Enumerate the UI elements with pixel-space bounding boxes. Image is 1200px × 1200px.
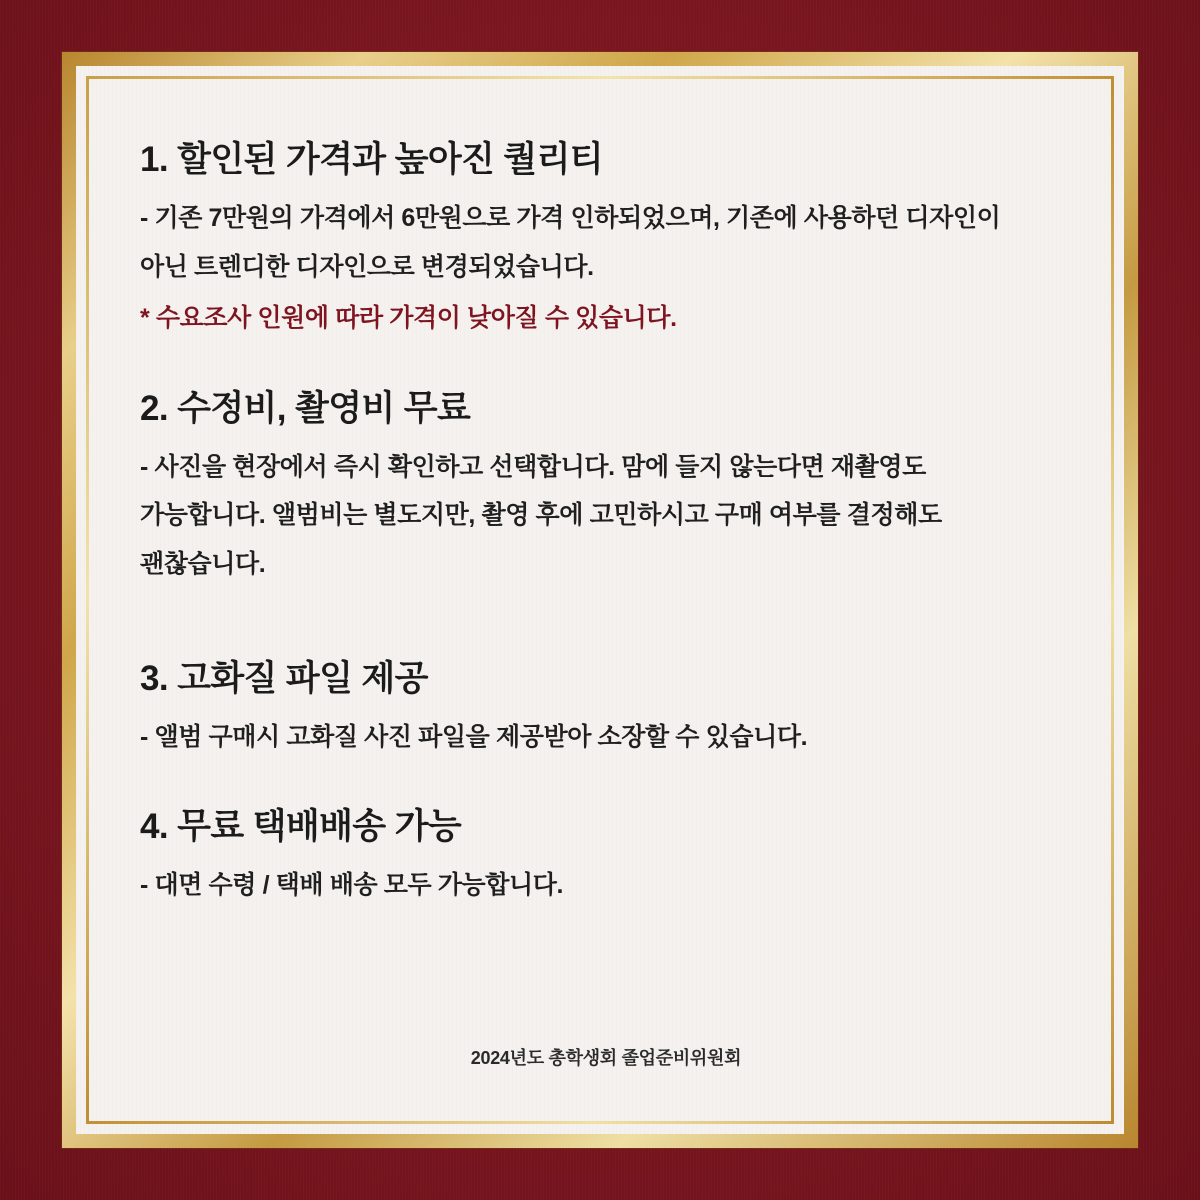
section-3-title: 3. 고화질 파일 제공 xyxy=(140,658,428,698)
poster-footer: 2024년도 총학생회 졸업준비위원회 xyxy=(470,1048,742,1068)
section-2-title: 2. 수정비, 촬영비 무료 xyxy=(140,388,471,428)
section-4 xyxy=(140,805,1072,910)
poster-content xyxy=(140,138,1072,1088)
section-2-line-3: 괜찮습니다. xyxy=(140,550,266,578)
section-2-line-2: 가능합니다. 앨범비는 별도지만, 촬영 후에 고민하시고 구매 여부를 결정해도 xyxy=(140,501,942,530)
section-4-line-1: - 대면 수령 / 택배 배송 모두 가능합니다. xyxy=(140,871,564,899)
section-3-line-1: - 앨범 구매시 고화질 사진 파일을 제공받아 소장할 수 있습니다. xyxy=(140,722,808,751)
section-1-line-2: 아닌 트렌디한 디자인으로 변경되었습니다. xyxy=(140,252,594,281)
section-1-title: 1. 할인된 가격과 높아진 퀄리티 xyxy=(140,140,604,179)
section-2 xyxy=(140,387,1072,589)
section-1-line-1: - 기존 7만원의 가격에서 6만원으로 가격 인하되었으며, 기존에 사용하던 디자인이 xyxy=(140,203,1001,232)
section-2-line-1: - 사진을 현장에서 즉시 확인하고 선택합니다. 맘에 들지 않는다면 재촬영도 xyxy=(140,452,926,481)
gold-frame-border xyxy=(62,52,1138,1148)
section-1-note: * 수요조사 인원에 따라 가격이 낮아질 수 있습니다. xyxy=(140,304,677,333)
section-1 xyxy=(140,138,1072,343)
section-4-title: 4. 무료 택배배송 가능 xyxy=(140,807,462,847)
section-3 xyxy=(140,657,1072,762)
